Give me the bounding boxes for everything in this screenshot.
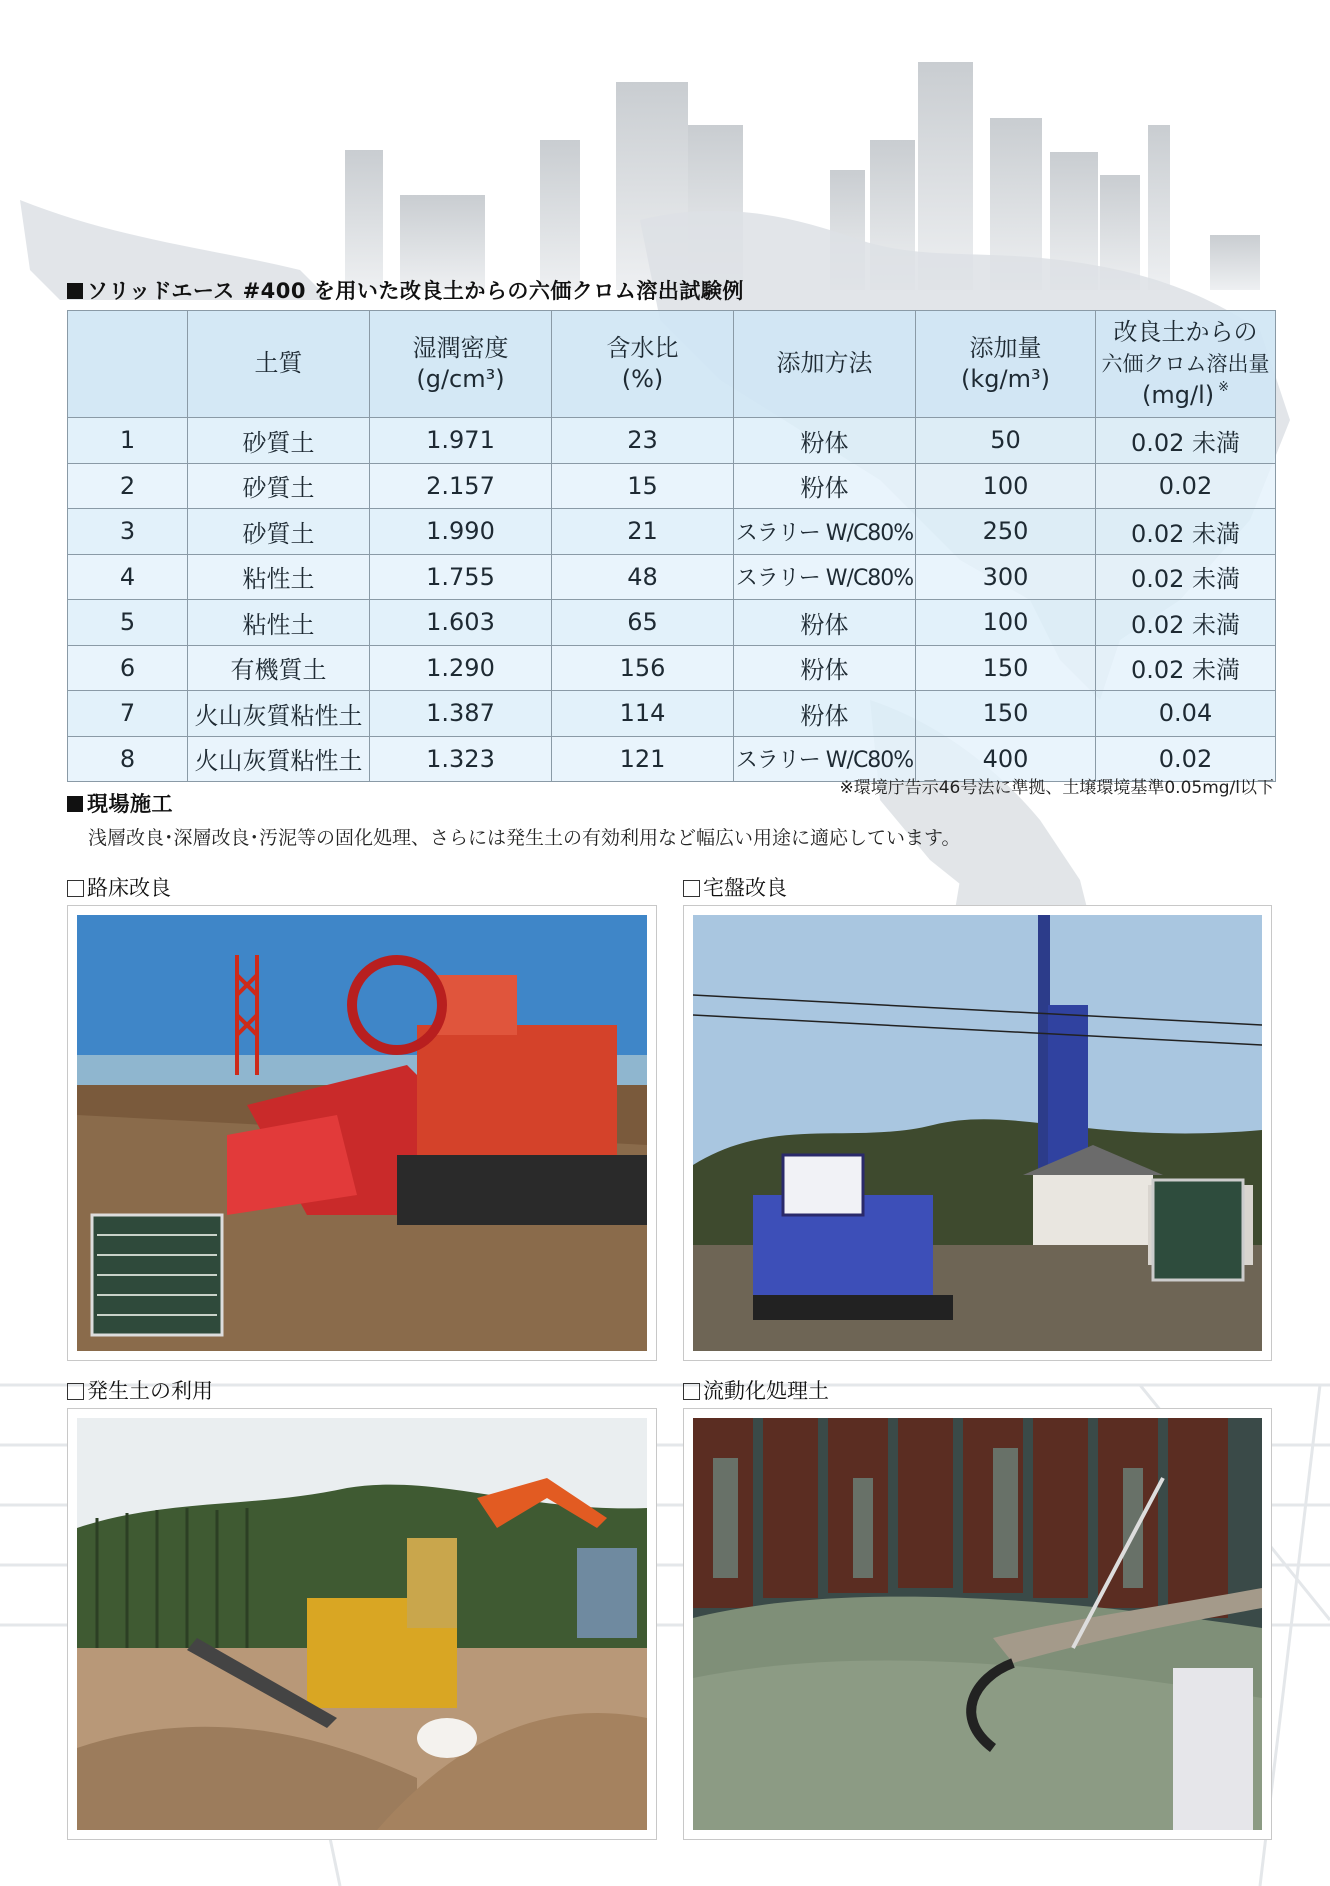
table-section-title-text: ソリッドエース #400 を用いた改良土からの六価クロム溶出試験例: [87, 279, 744, 303]
cell-water: 156: [552, 645, 734, 691]
header-soil: 土質: [188, 311, 370, 418]
photo-caption-housing-lot: 宅盤改良: [683, 872, 787, 902]
cell-no: 1: [68, 418, 188, 464]
table-section-title: [67, 275, 744, 305]
table-row: [68, 645, 1276, 691]
header-no: [68, 311, 188, 418]
cell-method: 粉体: [734, 691, 916, 737]
site-section-title: [67, 788, 173, 818]
photo-roadbed-improvement: [67, 905, 657, 1361]
cell-method: スラリー W/C80%: [734, 736, 916, 782]
cell-soil: 粘性土: [188, 554, 370, 600]
table-row: [68, 463, 1276, 509]
square-outline-icon: [67, 880, 84, 897]
cell-elution: 0.02 未満: [1096, 600, 1276, 646]
cell-density: 1.387: [370, 691, 552, 737]
cell-density: 1.755: [370, 554, 552, 600]
table-row: [68, 554, 1276, 600]
cell-soil: 砂質土: [188, 463, 370, 509]
cell-elution: 0.02 未満: [1096, 509, 1276, 555]
cell-amount: 250: [916, 509, 1096, 555]
cell-soil: 火山灰質粘性土: [188, 736, 370, 782]
cell-water: 21: [552, 509, 734, 555]
header-elution: 改良土からの 六価クロム溶出量 (mg/l) ※: [1096, 311, 1276, 418]
cell-no: 7: [68, 691, 188, 737]
cell-water: 15: [552, 463, 734, 509]
cell-no: 5: [68, 600, 188, 646]
table-row: [68, 691, 1276, 737]
cell-density: 2.157: [370, 463, 552, 509]
cell-water: 121: [552, 736, 734, 782]
cell-soil: 砂質土: [188, 509, 370, 555]
table-row: [68, 418, 1276, 464]
cell-elution: 0.02 未満: [1096, 554, 1276, 600]
cell-method: 粉体: [734, 645, 916, 691]
cell-elution: 0.02: [1096, 463, 1276, 509]
header-density: 湿潤密度 (g/cm³): [370, 311, 552, 418]
photo-excavated-soil-utilization: [67, 1408, 657, 1840]
cell-method: 粉体: [734, 418, 916, 464]
cell-density: 1.971: [370, 418, 552, 464]
cell-water: 23: [552, 418, 734, 464]
cell-water: 114: [552, 691, 734, 737]
pile-driver-image: [693, 915, 1262, 1351]
cell-no: 6: [68, 645, 188, 691]
photo-fluidized-treatment-soil: [683, 1408, 1272, 1840]
crusher-site-image: [77, 1418, 647, 1830]
photo-caption-fluidized-soil: 流動化処理土: [683, 1375, 829, 1405]
cell-elution: 0.02 未満: [1096, 418, 1276, 464]
square-outline-icon: [683, 1383, 700, 1400]
black-square-icon: [67, 796, 83, 812]
cell-amount: 150: [916, 691, 1096, 737]
site-section-lead: 浅層改良･深層改良･汚泥等の固化処理、さらには発生土の有効利用など幅広い用途に適応しています。: [88, 827, 961, 849]
cell-elution: 0.04: [1096, 691, 1276, 737]
black-square-icon: [67, 283, 83, 299]
cell-elution: 0.02 未満: [1096, 645, 1276, 691]
photo-caption-roadbed: 路床改良: [67, 872, 171, 902]
cell-density: 1.290: [370, 645, 552, 691]
cell-no: 8: [68, 736, 188, 782]
cell-soil: 火山灰質粘性土: [188, 691, 370, 737]
fluidized-soil-pit-image: [693, 1418, 1262, 1830]
cell-amount: 150: [916, 645, 1096, 691]
cell-method: 粉体: [734, 463, 916, 509]
header-amount: 添加量 (kg/m³): [916, 311, 1096, 418]
cell-water: 48: [552, 554, 734, 600]
cell-amount: 300: [916, 554, 1096, 600]
cell-amount: 100: [916, 600, 1096, 646]
cell-soil: 有機質土: [188, 645, 370, 691]
cell-soil: 砂質土: [188, 418, 370, 464]
cell-density: 1.990: [370, 509, 552, 555]
table-header-row: [68, 311, 1276, 418]
cell-soil: 粘性土: [188, 600, 370, 646]
cell-elution: 0.02: [1096, 736, 1276, 782]
table-row: [68, 509, 1276, 555]
square-outline-icon: [67, 1383, 84, 1400]
cell-amount: 100: [916, 463, 1096, 509]
roadbed-machine-image: [77, 915, 647, 1351]
cell-method: スラリー W/C80%: [734, 509, 916, 555]
chromium-elution-table: [67, 310, 1276, 782]
cell-method: スラリー W/C80%: [734, 554, 916, 600]
table-footnote: ※環境庁告示46号法に準拠、土壌環境基準0.05mg/l以下: [839, 778, 1274, 798]
photo-housing-lot-improvement: [683, 905, 1272, 1361]
cell-water: 65: [552, 600, 734, 646]
cell-density: 1.603: [370, 600, 552, 646]
cell-amount: 400: [916, 736, 1096, 782]
photo-caption-excavated-soil: 発生土の利用: [67, 1375, 213, 1405]
site-section-title-text: 現場施工: [87, 792, 173, 816]
header-method: 添加方法: [734, 311, 916, 418]
cell-no: 2: [68, 463, 188, 509]
cell-no: 4: [68, 554, 188, 600]
table-row: [68, 600, 1276, 646]
cell-amount: 50: [916, 418, 1096, 464]
cell-density: 1.323: [370, 736, 552, 782]
cell-method: 粉体: [734, 600, 916, 646]
square-outline-icon: [683, 880, 700, 897]
cell-no: 3: [68, 509, 188, 555]
header-water: 含水比 (%): [552, 311, 734, 418]
